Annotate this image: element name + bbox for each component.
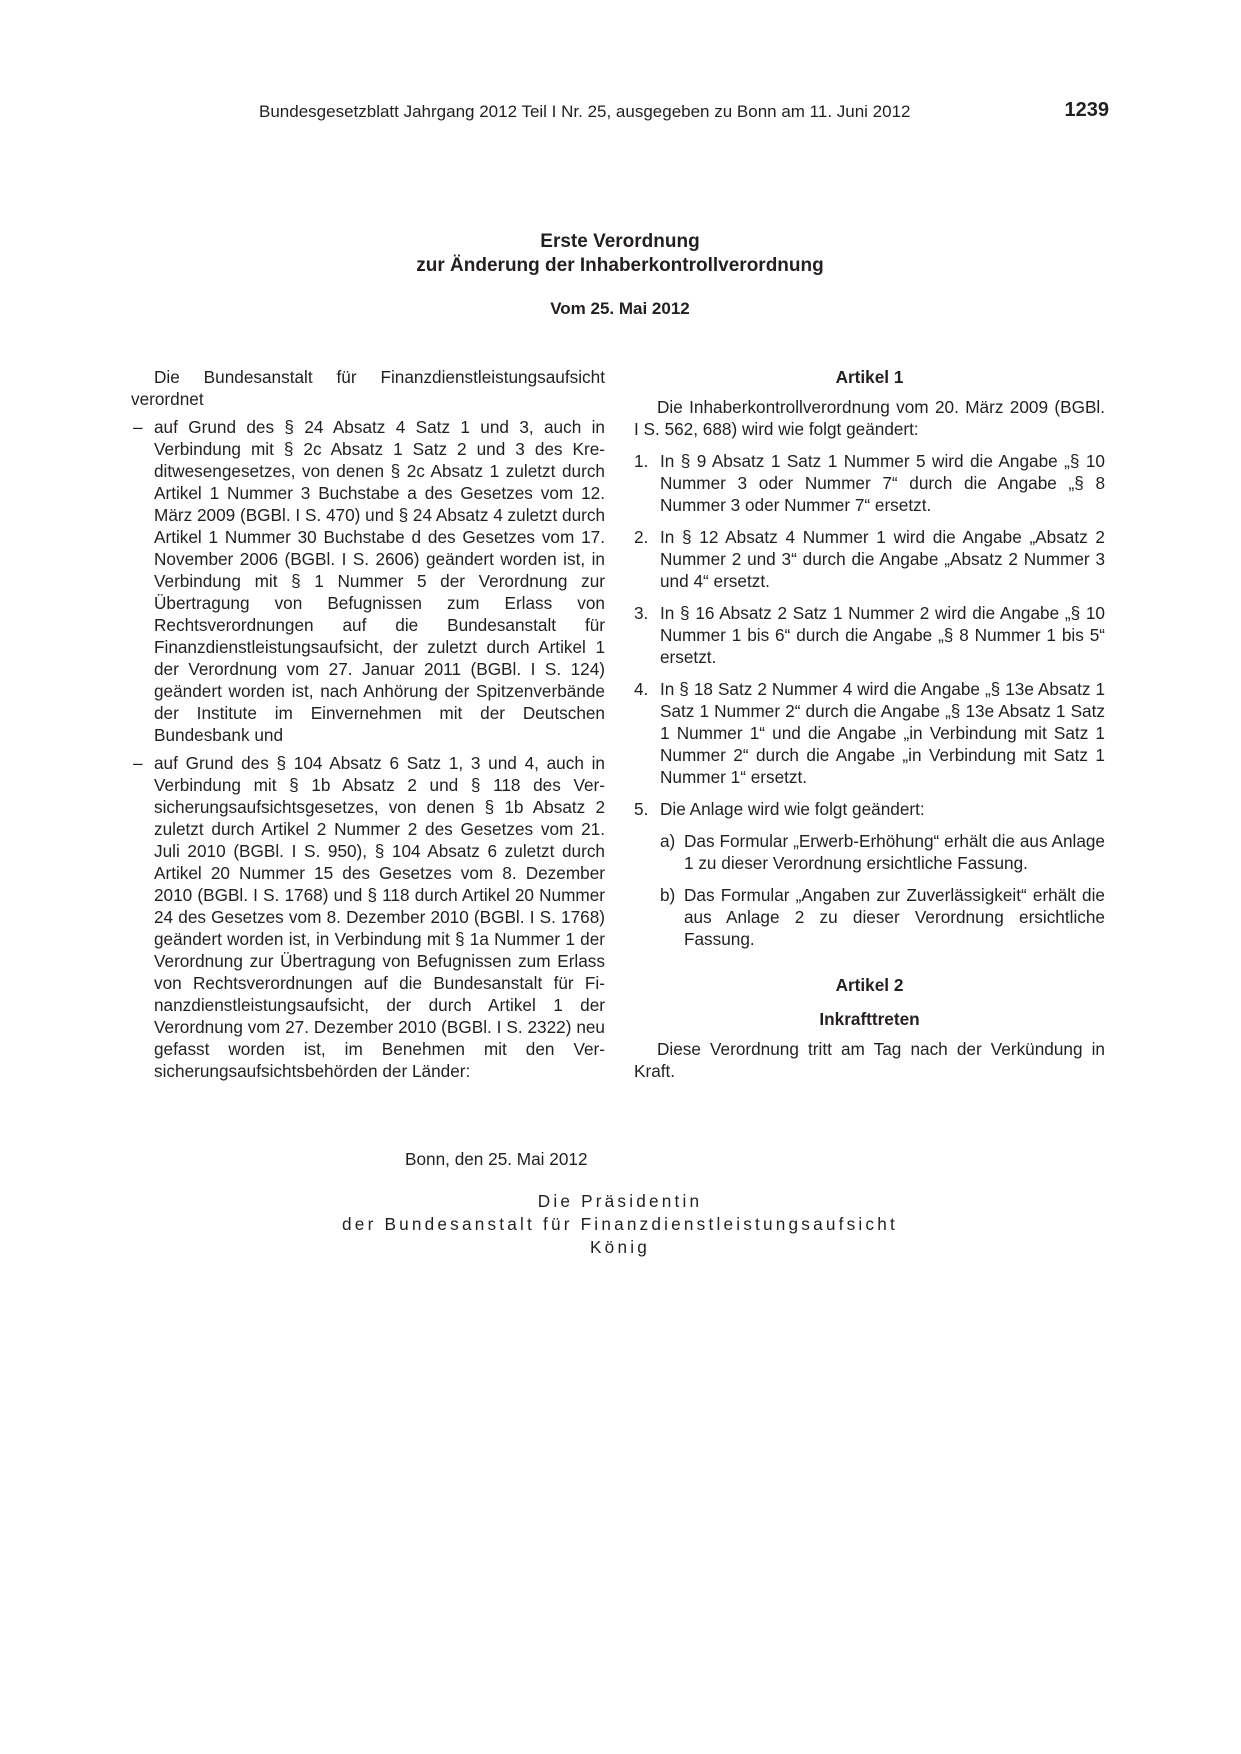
amendment-text: In § 16 Absatz 2 Satz 1 Nummer 2 wird die Angabe „§ 10 Nummer 1 bis 6“ durch die Angabe „§ 8 Nummer 1 bis 5“ ersetzt. [660, 603, 1105, 667]
preamble-item-text: auf Grund des § 104 Absatz 6 Satz 1, 3 und 4, auch in Verbindung mit § 1b Absatz 2 und § 118 des Versicherungsaufsichtsgesetzes, von denen § 1b Absatz 2 zuletzt durch Artikel 2 Nummer 2 des Gesetzes vom 21. Juli 2010 (BGBl. I S. 950), § 104 Absatz 6 zuletzt durch Artikel 20 Nummer 15 des Gesetzes vom 8. Dezember 2010 (BGBl. I S. 1768) und § 118 durch Artikel 20 Nummer 24 des Gesetzes vom 8. Dezember 2010 (BGBl. I S. 1768) geändert worden ist, in Verbindung mit § 1a Nummer 1 der Verordnung zur Übertragung von Befugnissen zum Erlass von Rechtsverordnungen auf die Bundesanstalt für Finanzdienstleistungsaufsicht, der durch Artikel 1 der Verordnung vom 27. Dezember 2010 (BGBl. I S. 2322) neu gefasst worden ist, im Benehmen mit den Versicherungsaufsichtsbehörden der Länder: [154, 753, 605, 1081]
artikel-1-heading: Artikel 1 [835, 367, 904, 387]
signature-title: Die Präsidentin [537, 1191, 703, 1211]
item-number: 3. [634, 603, 649, 623]
signature-name: König [590, 1237, 650, 1257]
preamble-item [131, 416, 605, 746]
amendment-text: In § 18 Satz 2 Nummer 4 wird die Angabe „§ 13e Absatz 1 Satz 1 Nummer 2“ durch die Angabe „§ 13e Absatz 1 Satz 1 Nummer 1“ und die Angabe „in Verbindung mit Satz 1 Nummer 2“ durch die Angabe „in Verbindung mit Satz 1 Nummer 1“ ersetzt. [660, 679, 1105, 787]
subitem-letter: b) [660, 885, 676, 905]
preamble-item-text: auf Grund des § 24 Absatz 4 Satz 1 und 3, auch in Verbindung mit § 2c Absatz 1 Satz 2 und 3 des Kreditwesengesetzes, von denen § 2c Absatz 1 zuletzt durch Artikel 1 Nummer 3 Buchstabe a des Gesetzes vom 12. März 2009 (BGBl. I S. 470) und § 24 Absatz 4 zuletzt durch Artikel 1 Nummer 30 Buchstabe d des Gesetzes vom 17. November 2006 (BGBl. I S. 2606) geändert worden ist, in Verbindung mit § 1 Nummer 5 der Verordnung zur Übertragung von Befugnissen zum Erlass von Rechtsverordnungen auf die Bundesanstalt für Finanzdienstleistungsaufsicht, der zuletzt durch Artikel 1 der Verordnung vom 27. Januar 2011 (BGBl. I S. 124) geändert worden ist, nach Anhörung der Spitzenverbände der Institute im Einvernehmen mit der Deutschen Bundesbank und [154, 417, 605, 745]
artikel-2-subheading: Inkrafttreten [819, 1009, 920, 1029]
amendment-text: Die Anlage wird wie folgt geändert: [660, 799, 925, 819]
amendment-item [634, 602, 1105, 668]
document-date: Vom 25. Mai 2012 [550, 299, 690, 318]
amendment-text: In § 9 Absatz 1 Satz 1 Nummer 5 wird die Angabe „§ 10 Nummer 3 oder Nummer 7“ durch die Angabe „§ 8 Nummer 3 oder Nummer 7“ ersetzt. [660, 451, 1105, 515]
preamble-intro: Die Bundesanstalt für Finanzdienstleistungsaufsicht verordnet [131, 367, 605, 409]
running-head: Bundesgesetzblatt Jahrgang 2012 Teil I Nr. 25, ausgegeben zu Bonn am 11. Juni 2012 [259, 102, 911, 121]
subitem-text: Das Formular „Erwerb-Erhöhung“ erhält die aus Anlage 1 zu dieser Verordnung ersichtliche Fassung. [684, 831, 1105, 873]
dash-marker: – [133, 753, 143, 773]
artikel-2-text: Diese Verordnung tritt am Tag nach der Verkündung in Kraft. [634, 1039, 1105, 1081]
title-line-1: Erste Verordnung [540, 231, 700, 252]
amendment-item [634, 526, 1105, 592]
amendment-subitem [634, 830, 1105, 874]
artikel-1-intro: Die Inhaberkontrollverordnung vom 20. März 2009 (BGBl. I S. 562, 688) wird wie folgt geändert: [634, 397, 1105, 439]
right-column [634, 366, 1105, 1082]
title-line-2: zur Änderung der Inhaberkontrollverordnung [416, 255, 824, 276]
signature-institution: der Bundesanstalt für Finanzdienstleistungsaufsicht [342, 1214, 898, 1234]
left-column [131, 366, 605, 1082]
amendment-text: In § 12 Absatz 4 Nummer 1 wird die Angabe „Absatz 2 Nummer 2 und 3“ durch die Angabe „Absatz 2 Nummer 3 und 4“ ersetzt. [660, 527, 1105, 591]
place-date: Bonn, den 25. Mai 2012 [405, 1149, 588, 1169]
amendment-item [634, 450, 1105, 516]
item-number: 2. [634, 527, 649, 547]
document-title [260, 230, 980, 278]
amendment-subitem [634, 884, 1105, 950]
item-number: 5. [634, 799, 649, 819]
preamble-item [131, 752, 605, 1082]
page-number: 1239 [1064, 99, 1109, 121]
amendment-item [634, 678, 1105, 788]
subitem-text: Das Formular „Angaben zur Zuverlässigkeit“ erhält die aus Anlage 2 zu dieser Verordnung ersichtliche Fassung. [684, 885, 1105, 949]
dash-marker: – [133, 417, 143, 437]
signature-block [270, 1190, 970, 1259]
amendment-item [634, 798, 1105, 820]
item-number: 1. [634, 451, 649, 471]
artikel-2-heading: Artikel 2 [835, 975, 904, 995]
item-number: 4. [634, 679, 649, 699]
subitem-letter: a) [660, 831, 676, 851]
